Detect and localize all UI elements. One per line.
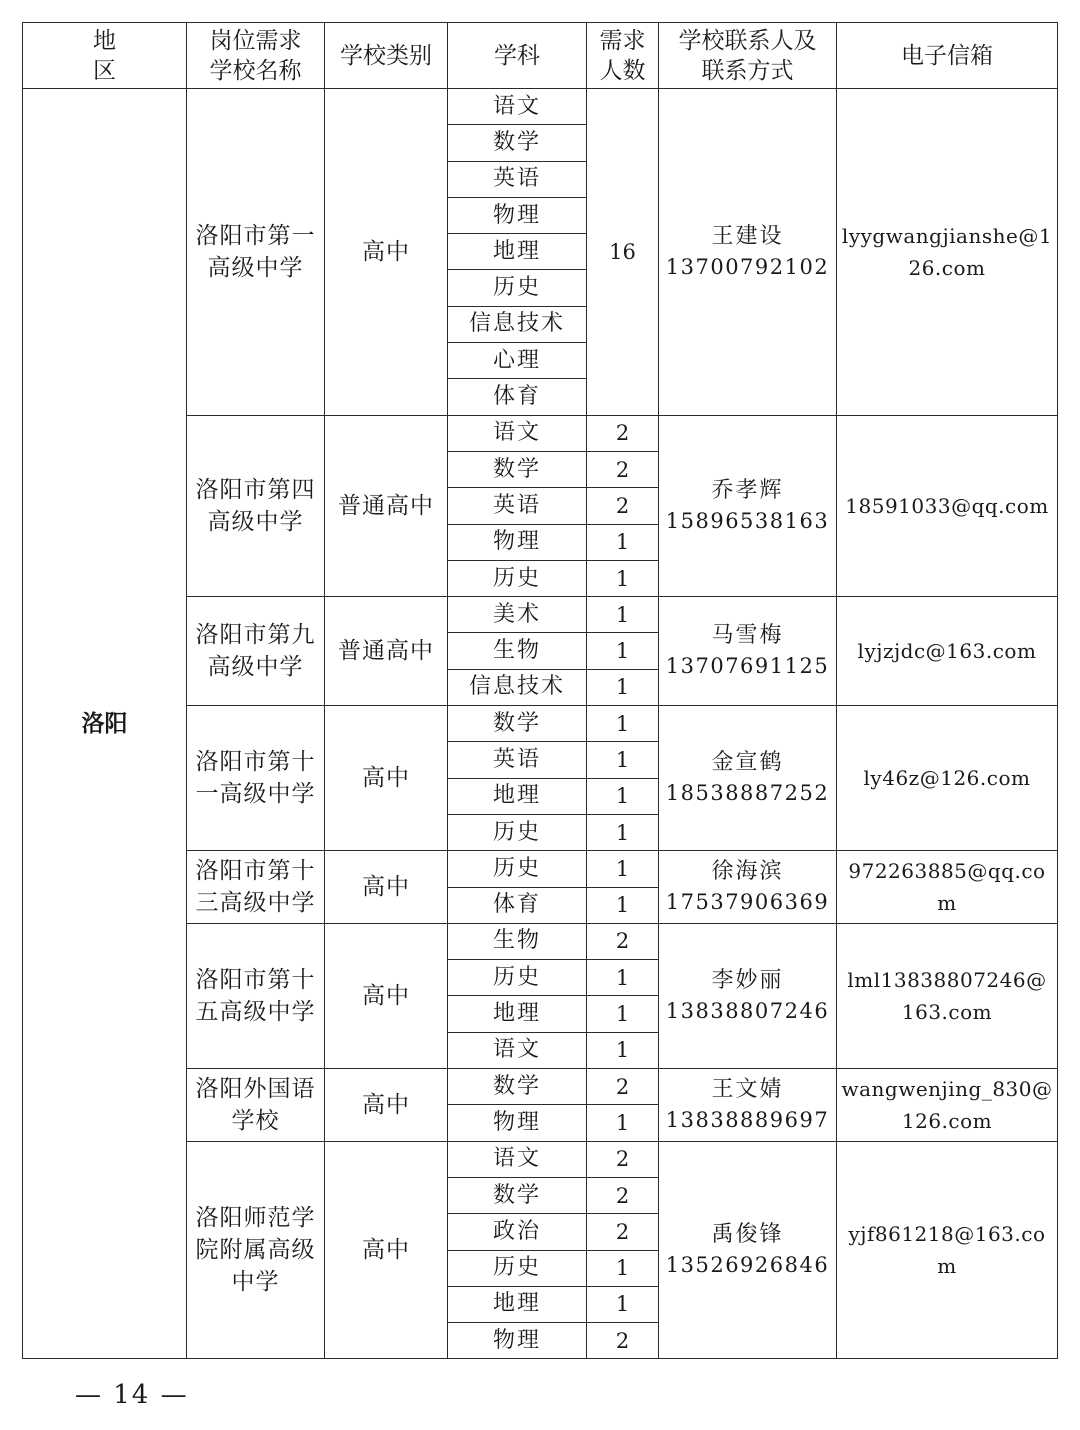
header-email: 电子信箱 — [837, 23, 1058, 89]
subject-cell: 语文 — [448, 1141, 587, 1177]
count-cell: 1 — [587, 851, 659, 887]
school-name-cell: 洛阳外国语学校 — [187, 1069, 325, 1142]
subject-cell: 信息技术 — [448, 669, 587, 705]
count-cell: 2 — [587, 488, 659, 524]
count-total-cell: 16 — [587, 89, 659, 416]
subject-cell: 数学 — [448, 451, 587, 487]
count-cell: 1 — [587, 633, 659, 669]
contact-cell — [659, 1141, 837, 1359]
table-header-row — [23, 23, 1058, 89]
contact-cell — [659, 89, 837, 416]
count-cell: 1 — [587, 996, 659, 1032]
subject-cell: 语文 — [448, 1032, 587, 1068]
contact-cell — [659, 706, 837, 851]
subject-cell: 地理 — [448, 778, 587, 814]
school-name-cell: 洛阳市第十五高级中学 — [187, 923, 325, 1068]
subject-cell: 语文 — [448, 89, 587, 125]
header-school-type: 学校类别 — [325, 23, 448, 89]
recruitment-table — [22, 22, 1058, 1359]
subject-cell: 美术 — [448, 597, 587, 633]
table-body — [23, 89, 1058, 1359]
count-cell: 1 — [587, 960, 659, 996]
count-cell: 1 — [587, 742, 659, 778]
header-school-name — [187, 23, 325, 89]
header-count-line2: 人数 — [599, 57, 646, 84]
header-region: 地区 — [23, 23, 187, 89]
contact-cell — [659, 415, 837, 596]
subject-cell: 物理 — [448, 524, 587, 560]
email-cell: yjf861218@163.com — [837, 1141, 1058, 1359]
contact-phone: 17537906369 — [665, 890, 830, 915]
email-cell: lyygwangjianshe@126.com — [837, 89, 1058, 416]
subject-cell: 历史 — [448, 960, 587, 996]
count-cell: 1 — [587, 524, 659, 560]
header-count-line1: 需求 — [599, 27, 646, 54]
subject-cell: 数学 — [448, 706, 587, 742]
contact-phone: 15896538163 — [665, 508, 830, 533]
subject-cell: 数学 — [448, 1069, 587, 1105]
subject-cell: 语文 — [448, 415, 587, 451]
school-type-cell: 高中 — [325, 89, 448, 416]
subject-cell: 地理 — [448, 234, 587, 270]
school-type-cell: 普通高中 — [325, 597, 448, 706]
contact-name: 禹俊锋 — [711, 1222, 784, 1247]
count-cell: 1 — [587, 887, 659, 923]
contact-name: 乔孝辉 — [711, 477, 784, 503]
school-name-cell: 洛阳市第十三高级中学 — [187, 851, 325, 924]
subject-cell: 历史 — [448, 1250, 587, 1286]
school-type-cell: 高中 — [325, 1069, 448, 1142]
count-cell: 1 — [587, 669, 659, 705]
count-cell: 2 — [587, 1214, 659, 1250]
contact-phone: 13700792102 — [665, 254, 830, 279]
contact-cell — [659, 597, 837, 706]
count-cell: 2 — [587, 415, 659, 451]
contact-phone: 18538887252 — [665, 781, 830, 806]
count-cell: 1 — [587, 1032, 659, 1068]
count-cell: 1 — [587, 1105, 659, 1141]
school-type-cell: 普通高中 — [325, 415, 448, 596]
contact-name: 金宣鹤 — [711, 750, 784, 776]
table-row — [23, 89, 1058, 125]
contact-cell — [659, 851, 837, 924]
school-name-cell: 洛阳市第九高级中学 — [187, 597, 325, 706]
contact-cell — [659, 923, 837, 1068]
email-cell: lyjzjdc@163.com — [837, 597, 1058, 706]
count-cell: 1 — [587, 1286, 659, 1322]
subject-cell: 历史 — [448, 560, 587, 596]
subject-cell: 历史 — [448, 851, 587, 887]
subject-cell: 历史 — [448, 814, 587, 850]
subject-cell: 英语 — [448, 488, 587, 524]
contact-phone: 13838807246 — [665, 998, 830, 1023]
region-cell: 洛阳 — [23, 89, 187, 1359]
subject-cell: 生物 — [448, 633, 587, 669]
subject-cell: 地理 — [448, 996, 587, 1032]
count-cell: 1 — [587, 597, 659, 633]
count-cell: 2 — [587, 451, 659, 487]
header-school-line1: 岗位需求 — [209, 27, 302, 54]
subject-cell: 政治 — [448, 1214, 587, 1250]
count-cell: 2 — [587, 923, 659, 959]
subject-cell: 历史 — [448, 270, 587, 306]
subject-cell: 心理 — [448, 343, 587, 379]
email-cell: 972263885@qq.com — [837, 851, 1058, 924]
contact-phone: 13838889697 — [665, 1107, 830, 1132]
contact-name: 王文婧 — [711, 1076, 784, 1102]
count-cell: 1 — [587, 706, 659, 742]
subject-cell: 物理 — [448, 1323, 587, 1359]
subject-cell: 体育 — [448, 887, 587, 923]
count-cell: 1 — [587, 814, 659, 850]
school-name-cell: 洛阳市第四高级中学 — [187, 415, 325, 596]
header-count — [587, 23, 659, 89]
school-type-cell: 高中 — [325, 851, 448, 924]
subject-cell: 数学 — [448, 125, 587, 161]
contact-cell — [659, 1069, 837, 1142]
count-cell: 1 — [587, 560, 659, 596]
school-type-cell: 高中 — [325, 1141, 448, 1359]
email-cell: lml13838807246@163.com — [837, 923, 1058, 1068]
email-cell: wangwenjing_830@126.com — [837, 1069, 1058, 1142]
school-name-cell: 洛阳师范学院附属高级中学 — [187, 1141, 325, 1359]
email-cell: ly46z@126.com — [837, 706, 1058, 851]
count-cell: 2 — [587, 1141, 659, 1177]
count-cell: 1 — [587, 778, 659, 814]
subject-cell: 英语 — [448, 161, 587, 197]
subject-cell: 数学 — [448, 1177, 587, 1213]
school-name-cell: 洛阳市第十一高级中学 — [187, 706, 325, 851]
subject-cell: 英语 — [448, 742, 587, 778]
contact-name: 徐海滨 — [711, 859, 784, 885]
subject-cell: 物理 — [448, 197, 587, 233]
subject-cell: 地理 — [448, 1286, 587, 1322]
header-subject: 学科 — [448, 23, 587, 89]
page-number: — 14 — — [75, 1380, 189, 1410]
count-cell: 2 — [587, 1069, 659, 1105]
contact-phone: 13707691125 — [665, 654, 830, 679]
contact-name: 李妙丽 — [711, 967, 784, 993]
subject-cell: 信息技术 — [448, 306, 587, 342]
header-school-line2: 学校名称 — [209, 57, 302, 84]
school-name-cell: 洛阳市第一高级中学 — [187, 89, 325, 416]
contact-name: 王建设 — [711, 223, 784, 249]
contact-phone: 13526926846 — [665, 1253, 830, 1277]
header-contact — [659, 23, 837, 89]
email-cell: 18591033@qq.com — [837, 415, 1058, 596]
header-contact-line1: 学校联系人及 — [678, 27, 817, 54]
school-type-cell: 高中 — [325, 706, 448, 851]
subject-cell: 体育 — [448, 379, 587, 415]
header-contact-line2: 联系方式 — [701, 57, 794, 84]
count-cell: 1 — [587, 1250, 659, 1286]
school-type-cell: 高中 — [325, 923, 448, 1068]
subject-cell: 生物 — [448, 923, 587, 959]
count-cell: 2 — [587, 1177, 659, 1213]
count-cell: 2 — [587, 1323, 659, 1359]
subject-cell: 物理 — [448, 1105, 587, 1141]
contact-name: 马雪梅 — [711, 623, 784, 649]
